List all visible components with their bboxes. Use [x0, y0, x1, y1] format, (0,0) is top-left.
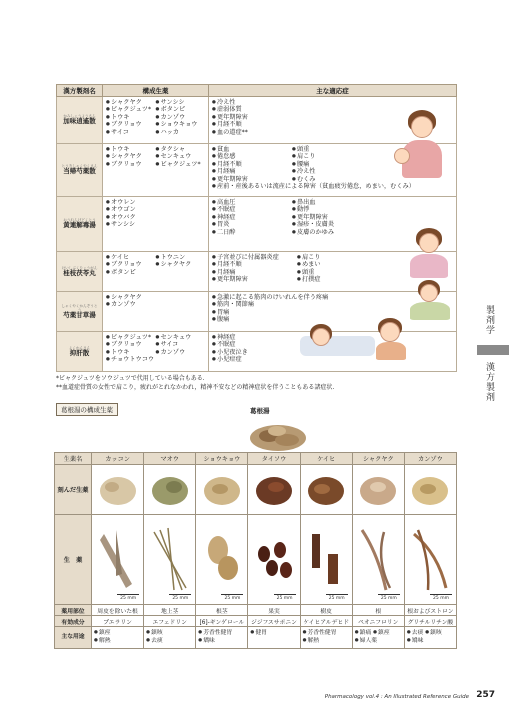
cut-herb-image [248, 465, 300, 515]
col-header: タイソウ [248, 453, 300, 465]
table-row [57, 197, 457, 252]
herb-list [103, 292, 209, 332]
indication-item: ● 更年期障害 [292, 214, 372, 221]
use-item: ● 解熱 [94, 637, 141, 645]
herb-item: ● ハッカ [156, 129, 206, 136]
herb-item: ● シャクヤク [106, 99, 156, 106]
indication-item: ● 筋肉・関節痛 [212, 301, 453, 308]
herb-item: ● センキュウ [156, 153, 206, 160]
herb-item: ● トウニン [156, 254, 206, 261]
indication-item: ● 頭重 [292, 146, 372, 153]
use-item: ● 矯味 [198, 637, 245, 645]
herb-item: ● シャクヤク [156, 261, 206, 268]
crude-herb-image [196, 515, 248, 605]
ruby: かみしょうようさん [63, 114, 96, 119]
section-label: 葛根湯の構成生薬 [56, 403, 118, 416]
indication-item: ● めまい [297, 261, 382, 268]
indication-item: ● 月経不順 [212, 121, 332, 128]
use-item: ● 鎮痙 [373, 630, 390, 636]
prescription-name [57, 197, 103, 252]
footer-text [325, 694, 469, 700]
indication-item: ● 不眠症 [212, 341, 453, 348]
component-cell: エフェドリン [144, 616, 196, 627]
indication-item: ● 血の道症** [212, 129, 332, 136]
herb-table [54, 452, 457, 649]
component-cell: [6]-ギンゲロール [196, 616, 248, 627]
component-row [55, 616, 457, 627]
indication-item: ● 神経症 [212, 334, 453, 341]
crude-herb-image [248, 515, 300, 605]
indication-item: ● 月経痛 [212, 269, 297, 276]
component-cell: プエラリン [92, 616, 144, 627]
crude-herb-row [55, 515, 457, 605]
row-head-component: 有効成分 [55, 616, 92, 627]
col-header: シャクヤク [352, 453, 404, 465]
use-cell [196, 627, 248, 649]
prescription-name [57, 97, 103, 144]
herb-item: ● ボタンピ [156, 106, 206, 113]
header-indications: 主な適応症 [209, 85, 457, 97]
side-tab-pharmaceutics: 製剤学 [484, 305, 494, 335]
indication-item: ● 胃炎 [212, 221, 292, 228]
cut-herb-image [300, 465, 352, 515]
use-cell [144, 627, 196, 649]
prescription-name [57, 144, 103, 197]
part-cell: 根およびストロン [404, 605, 456, 616]
herb-item: ● ビャクジュツ* [156, 161, 206, 168]
use-item: ● 芳香性健胃 [198, 629, 245, 637]
col-header: カンゾウ [404, 453, 456, 465]
kakkonto-mixture-image [247, 416, 309, 452]
scale-bar: 25 mm [169, 594, 191, 601]
prescription-name [57, 292, 103, 332]
part-cell: 果実 [248, 605, 300, 616]
use-item: ● 解熱 [303, 637, 350, 645]
ruby: とうきしゃくやくさん [61, 164, 98, 169]
prescription-name [57, 252, 103, 292]
herb-item: ● ビャクジュツ* [106, 334, 156, 341]
herb-item: ● サイコ [106, 129, 156, 136]
herb-item: ● トウキ [106, 114, 156, 121]
indication-item: ● 月経不順 [212, 161, 292, 168]
indication-item: ● 月経不順 [212, 261, 297, 268]
indication-item: ● 肩こり [292, 153, 372, 160]
use-item: ● 去痰 [146, 637, 193, 645]
herb-list [103, 252, 209, 292]
component-cell: グリチルリチン酸 [404, 616, 456, 627]
part-row [55, 605, 457, 616]
indication-item: ● 貧血 [212, 146, 292, 153]
indication-item: ● 月経痛 [212, 168, 292, 175]
herb-item: ● タクシャ [156, 146, 206, 153]
herb-item: ● サイコ [156, 341, 206, 348]
herb-item: ● チョウトウコウ [106, 356, 205, 363]
row-head-crude: 生 薬 [55, 515, 92, 605]
indication-item: ● 冷え性 [212, 99, 332, 106]
name-text: 桂枝茯苓丸 [63, 268, 96, 277]
part-cell: 根茎 [196, 605, 248, 616]
col-header: カッコン [92, 453, 144, 465]
ruby: おうれんげどくとう [63, 218, 96, 223]
indication-item: ● 二日酔 [212, 229, 292, 236]
herb-item: ● オウゴン [106, 206, 205, 213]
col-header: 生薬名 [55, 453, 92, 465]
part-cell: 周皮を除いた根 [92, 605, 144, 616]
part-cell: 樹皮 [300, 605, 352, 616]
part-cell: 地上茎 [144, 605, 196, 616]
indication-item: ● 頭重 [297, 269, 382, 276]
use-item: ● 鎮咳 [425, 630, 442, 636]
component-cell: ペオニフロリン [352, 616, 404, 627]
crude-herb-image [404, 515, 456, 605]
cut-herb-image [144, 465, 196, 515]
use-cell [404, 627, 456, 649]
indication-item: ● 子宮並びに付属器炎症 [212, 254, 297, 261]
indication-item: ● 小児疳症 [212, 356, 453, 363]
illustration-woman-cold [390, 110, 450, 180]
indication-item: ● 神経症 [212, 214, 292, 221]
name-text: 加味逍遙散 [63, 117, 96, 126]
herb-item: ● ブクリョウ [106, 261, 156, 268]
herb-item: ● サンシシ [106, 221, 205, 228]
use-item: ● 鎮痛 [355, 630, 372, 636]
scale-bar: 25 mm [430, 594, 452, 601]
indication-note: ● 産前・産後あるいは流産による障害（貧血疲労倦怠，めまい，むくみ） [212, 183, 453, 190]
herb-item: ● カンゾウ [156, 114, 206, 121]
herb-item: ● ビャクジュツ* [106, 106, 156, 113]
scale-bar: 25 mm [117, 594, 139, 601]
footer-title: Pharmacology vol.4 : An Illustrated Reference Guide [324, 694, 469, 700]
herb-item: ● ケイヒ [106, 254, 156, 261]
indication-item: ● 皮膚のかゆみ [292, 229, 372, 236]
footnote-2: **血道症骨質の女性で肩こり，疲れがとれなかわれ，精神不安などの精神症状を伴うこともある諸症状. [56, 384, 335, 391]
use-item: ● 芳香性健胃 [303, 629, 350, 637]
herb-header-row [55, 453, 457, 465]
component-cell: ケイヒアルデヒド [300, 616, 352, 627]
indication-item: ● 打撲症 [297, 276, 382, 283]
herb-list [103, 97, 209, 144]
ruby: よくかんさん [68, 345, 91, 350]
main-photo-label: 葛根湯 [250, 407, 270, 415]
herb-item: ● カンゾウ [156, 349, 206, 356]
use-cell [352, 627, 404, 649]
use-item: ● 矯味 [407, 637, 454, 645]
side-tab-marker [477, 345, 509, 355]
herb-list [103, 144, 209, 197]
crude-herb-image [92, 515, 144, 605]
herb-item: ● シャクヤク [106, 294, 205, 301]
herb-item: ● サンシシ [156, 99, 206, 106]
indication-item: ● 急激に起こる筋肉のけいれんを伴う疼痛 [212, 294, 453, 301]
indication-item: ● 鼻出血 [292, 199, 372, 206]
crude-herb-image [352, 515, 404, 605]
use-item: ● 鎮咳 [146, 629, 193, 637]
side-tab-kampo: 漢方製剤 [484, 362, 494, 402]
herb-item: ● オウバク [106, 214, 205, 221]
ruby: しゃくやくかんぞうとう [61, 303, 98, 312]
herb-item: ● ボタンピ [106, 269, 156, 276]
herb-item: ● ブクリョウ [106, 121, 156, 128]
prescription-name [57, 332, 103, 372]
indication-item: ● 更年期障害 [212, 276, 297, 283]
indication-item: ● 倦怠感 [212, 153, 292, 160]
illustration-woman-shoulder [400, 280, 455, 320]
name-text: 芍薬甘草湯 [63, 310, 96, 319]
part-cell: 根 [352, 605, 404, 616]
indication-item: ● 冷え性 [292, 168, 372, 175]
footnote-1: *ビャクジュツをソウジュツで代用している場合もある. [56, 375, 205, 382]
herb-item: ● カンゾウ [106, 301, 205, 308]
crude-herb-image [144, 515, 196, 605]
use-item: ● 去痰 [407, 630, 424, 636]
herb-item: ● ショウキョウ [156, 121, 206, 128]
row-head-cut: 刻んだ生薬 [55, 465, 92, 515]
indication-item: ● 動悸 [292, 206, 372, 213]
indication-item: ● 不眠症 [212, 206, 292, 213]
herb-list [103, 332, 209, 372]
use-cell [248, 627, 300, 649]
scale-bar: 25 mm [274, 594, 296, 601]
indication-item: ● 更年期障害 [212, 114, 332, 121]
use-row [55, 627, 457, 649]
page-number: 257 [476, 690, 495, 700]
name-text: 黄連解毒湯 [63, 221, 96, 230]
indication-item: ● 湿疹・皮膚炎 [292, 221, 372, 228]
cut-herb-image [92, 465, 144, 515]
indication-item: ● むくみ [292, 176, 372, 183]
ruby: けいしぶくりょうがん [61, 265, 98, 270]
illustration-child-sleeping [300, 318, 410, 360]
herb-item: ● シャクヤク [106, 153, 156, 160]
scale-bar: 25 mm [378, 594, 400, 601]
indication-item: ● 更年期障害 [212, 176, 292, 183]
col-header: マオウ [144, 453, 196, 465]
cut-herb-image [352, 465, 404, 515]
scale-bar: 25 mm [326, 594, 348, 601]
indication-item: ● 胃痛 [212, 309, 453, 316]
cut-herb-image [404, 465, 456, 515]
name-text: 当帰芍薬散 [63, 167, 96, 176]
header-herbs: 構成生薬 [103, 85, 209, 97]
indication-item: ● 肩こり [297, 254, 382, 261]
indication-item: ● 腹痛 [212, 316, 453, 323]
header-prescription: 漢方製剤名 [57, 85, 103, 97]
use-item: ● 鎮痙 [94, 629, 141, 637]
herb-item: ● トウキ [106, 349, 156, 356]
component-cell: ジジフスサポニン [248, 616, 300, 627]
indication-item: ● 小児夜泣き [212, 349, 453, 356]
crude-herb-image [300, 515, 352, 605]
row-head-use: 主な用途 [55, 627, 92, 649]
row-head-part: 薬用部位 [55, 605, 92, 616]
scale-bar: 25 mm [221, 594, 243, 601]
cut-herb-image [196, 465, 248, 515]
col-header: ケイヒ [300, 453, 352, 465]
herb-item: ● ブクリョウ [106, 161, 156, 168]
herb-item: ● トウキ [106, 146, 156, 153]
indication-item: ● 高血圧 [212, 199, 292, 206]
herb-item: ● ブクリョウ [106, 341, 156, 348]
use-cell [300, 627, 352, 649]
col-header: ショウキョウ [196, 453, 248, 465]
herb-list [103, 197, 209, 252]
cut-herb-row [55, 465, 457, 515]
illustration-woman-headache [400, 228, 455, 278]
indication-item: ● 虚弱体質 [212, 106, 332, 113]
herb-item: ● オウレン [106, 199, 205, 206]
use-item: ● 婦人薬 [355, 637, 402, 645]
table-row [57, 252, 457, 292]
use-cell [92, 627, 144, 649]
use-item: ● 健胃 [250, 629, 297, 637]
herb-item: ● センキュウ [156, 334, 206, 341]
indication-item: ● 腰痛 [292, 161, 372, 168]
table-header-row [57, 85, 457, 97]
name-text: 抑肝散 [69, 348, 90, 357]
